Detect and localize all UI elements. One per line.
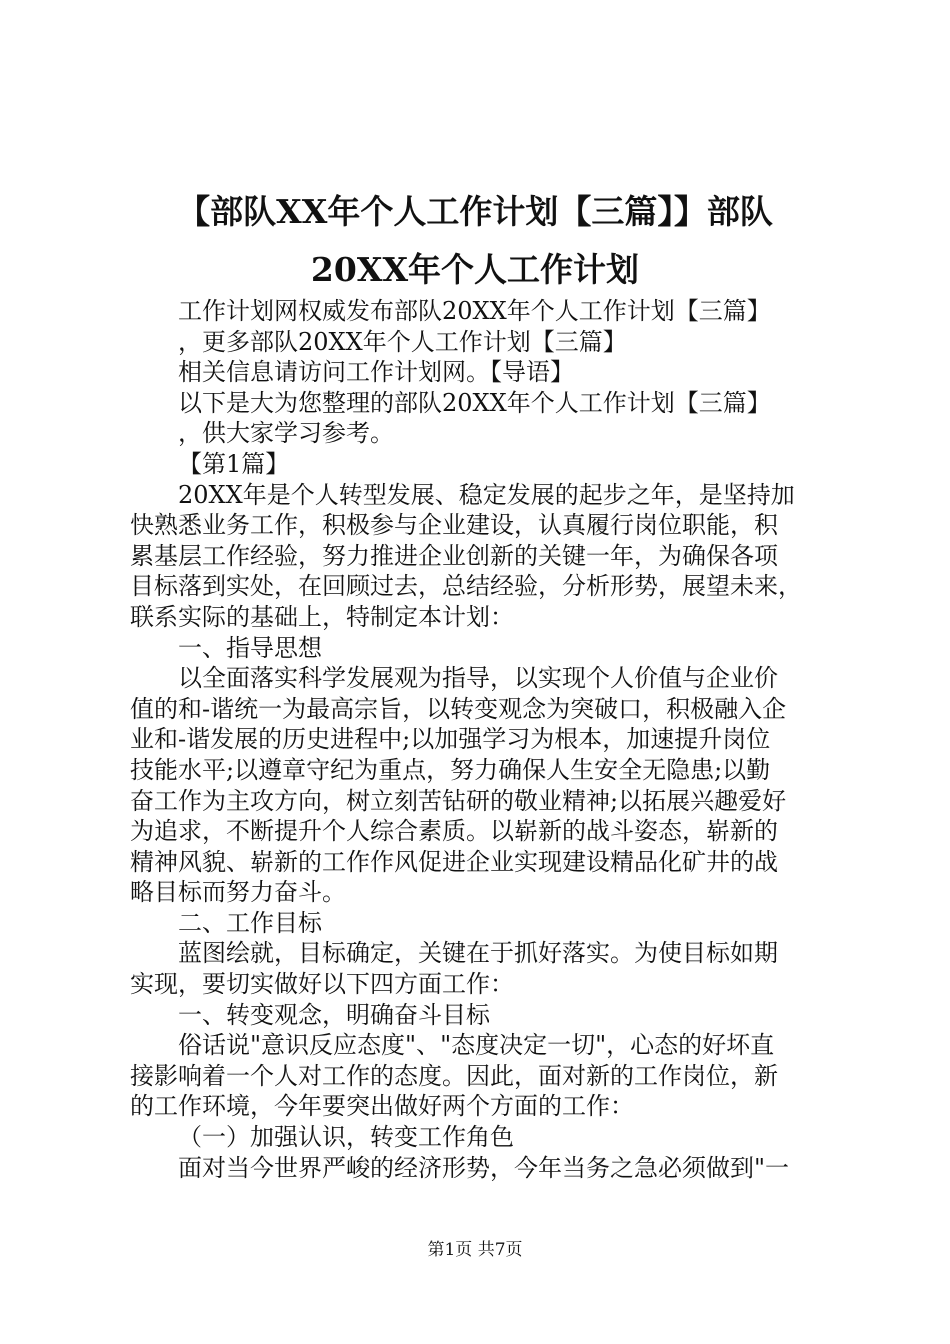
document-body: [130, 296, 840, 1183]
text-line: 相关信息请访问工作计划网。【导语】: [178, 358, 574, 387]
text-line: 蓝图绘就，目标确定，关键在于抓好落实。为使目标如期: [178, 939, 778, 968]
text-line: （一）加强认识，转变工作角色: [178, 1123, 514, 1152]
text-line: 值的和-谐统一为最高宗旨，以转变观念为突破口，积极融入企: [130, 694, 787, 723]
page-footer: 第1页 共7页: [427, 1240, 523, 1260]
text-line: 俗话说"意识反应态度"、"态度决定一切"，心态的好坏直: [178, 1031, 775, 1060]
text-line: 快熟悉业务工作，积极参与企业建设，认真履行岗位职能，积: [130, 511, 778, 540]
text-line: 实现，要切实做好以下四方面工作：: [130, 970, 514, 999]
text-line: 累基层工作经验，努力推进企业创新的关键一年，为确保各项: [130, 541, 778, 570]
text-line: 目标落到实处，在回顾过去，总结经验，分析形势，展望未来，: [130, 572, 802, 601]
text-line: 以下是大为您整理的部队20XX年个人工作计划【三篇】: [178, 388, 771, 417]
text-line: 为追求，不断提升个人综合素质。以崭新的战斗姿态，崭新的: [130, 817, 778, 846]
text-line: 一、指导思想: [178, 633, 322, 662]
text-line: 的工作环境，今年要突出做好两个方面的工作：: [130, 1092, 634, 1121]
text-line: 联系实际的基础上，特制定本计划：: [130, 602, 514, 631]
document-title-line-2: 20XX年个人工作计划: [310, 250, 640, 289]
text-line: 以全面落实科学发展观为指导，以实现个人价值与企业价: [178, 664, 778, 693]
text-line: 【第1篇】: [178, 449, 290, 478]
text-line: 业和-谐发展的历史进程中;以加强学习为根本，加速提升岗位: [130, 725, 771, 754]
text-line: 一、转变观念，明确奋斗目标: [178, 1000, 490, 1029]
text-line: 20XX年是个人转型发展、稳定发展的起步之年，是坚持加: [178, 480, 795, 509]
text-line: 奋工作为主攻方向，树立刻苦钻研的敬业精神;以拓展兴趣爱好: [130, 786, 787, 815]
text-line: 技能水平;以遵章守纪为重点，努力确保人生安全无隐患;以勤: [130, 755, 771, 784]
text-line: 面对当今世界严峻的经济形势，今年当务之急必须做到"一: [178, 1153, 790, 1182]
text-line: ，供大家学习参考。: [178, 419, 394, 448]
document-title-line-1: 【部队XX年个人工作计划【三篇】】部队: [177, 192, 773, 231]
text-line: ，更多部队20XX年个人工作计划【三篇】: [178, 327, 627, 356]
text-line: 接影响着一个人对工作的态度。因此，面对新的工作岗位，新: [130, 1061, 778, 1090]
text-line: 略目标而努力奋斗。: [130, 878, 346, 907]
text-line: 精神风貌、崭新的工作作风促进企业实现建设精品化矿井的战: [130, 847, 778, 876]
text-line: 工作计划网权威发布部队20XX年个人工作计划【三篇】: [178, 297, 771, 325]
text-line: 二、工作目标: [178, 908, 322, 937]
